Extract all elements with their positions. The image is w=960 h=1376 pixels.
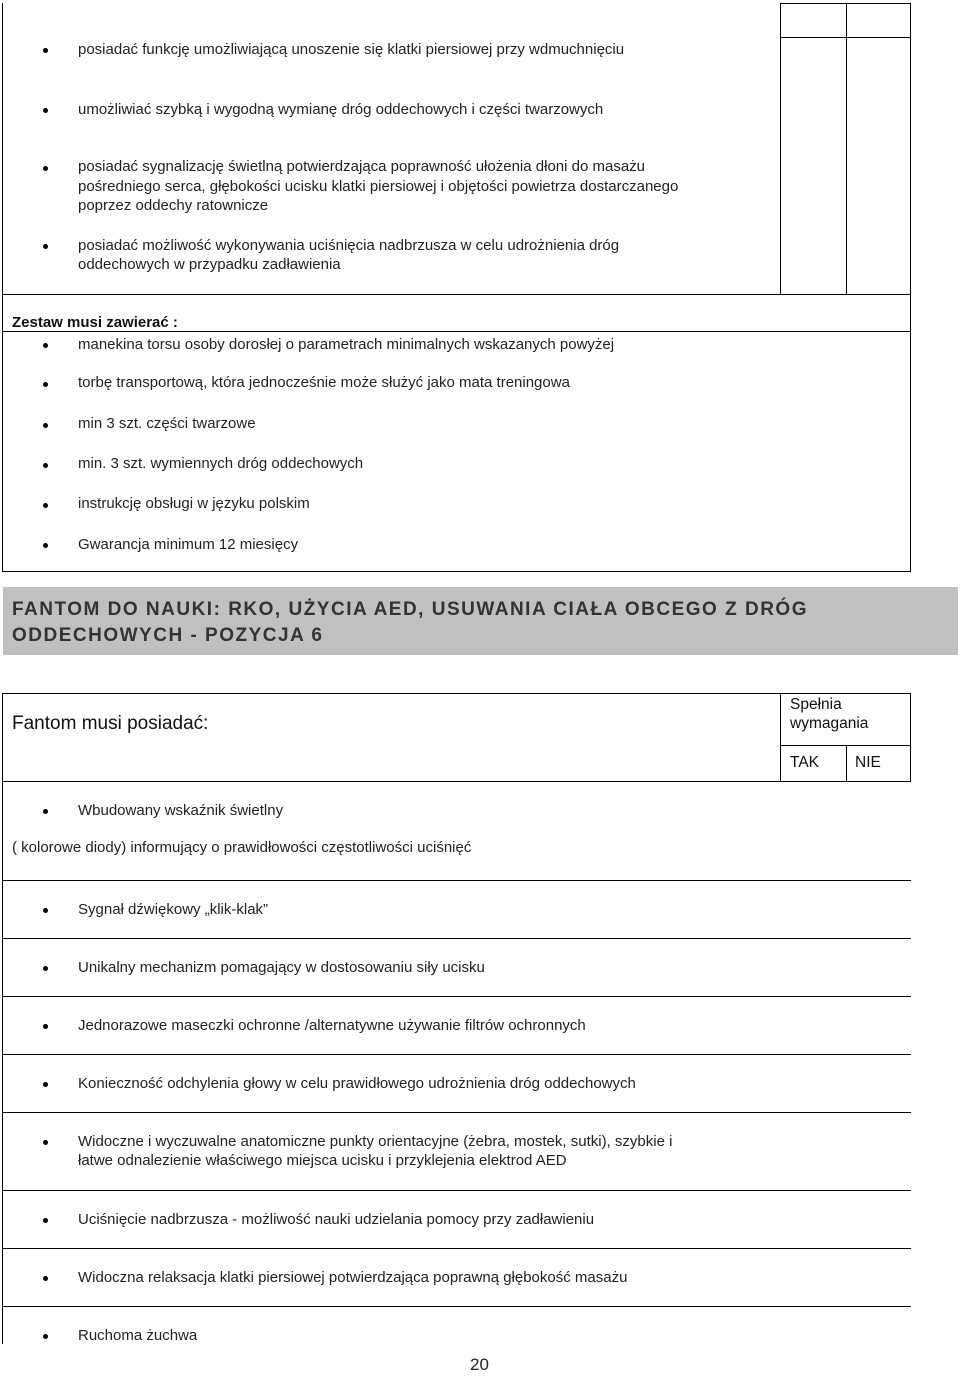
requirement-item: umożliwiać szybką i wygodną wymianę dróg oddechowych i części twarzowych	[78, 101, 604, 118]
requirement-item-continued: ( kolorowe diody) informujący o prawidłowości częstotliwości uciśnięć	[12, 839, 472, 856]
kit-item: instrukcję obsługi w języku polskim	[78, 495, 310, 512]
requirements-column-header: Fantom musi posiadać:	[12, 713, 209, 734]
bullet-icon	[43, 1140, 48, 1145]
kit-item: min. 3 szt. wymiennych dróg oddechowych	[78, 455, 364, 472]
requirement-item: Uciśnięcie nadbrzusza - możliwość nauki udzielania pomocy przy zadławieniu	[78, 1211, 595, 1228]
requirement-item: posiadać możliwość wykonywania uciśnięcia nadbrzusza w celu udrożnienia dróg	[78, 237, 620, 254]
requirement-item: Jednorazowe maseczki ochronne /alternatywne używanie filtrów ochronnych	[78, 1017, 586, 1034]
bullet-icon	[43, 382, 48, 387]
compliance-column-header: Spełnia	[790, 696, 842, 713]
bullet-icon	[43, 244, 48, 249]
bullet-icon	[43, 543, 48, 548]
bullet-icon	[43, 48, 48, 53]
requirement-item-line: pośredniego serca, głębokości ucisku klatki piersiowej i objętości powietrza dostarczanego	[78, 178, 679, 195]
kit-item: min 3 szt. części twarzowe	[78, 415, 256, 432]
requirement-item: Sygnał dźwiękowy „klik-klak”	[78, 901, 269, 918]
kit-item: manekina torsu osoby dorosłej o parametrach minimalnych wskazanych powyżej	[78, 336, 615, 353]
bullet-icon	[43, 343, 48, 348]
bullet-icon	[43, 809, 48, 814]
bullet-icon	[43, 1334, 48, 1339]
requirement-item: Widoczna relaksacja klatki piersiowej potwierdzająca poprawną głębokość masażu	[78, 1269, 628, 1286]
kit-item: Gwarancja minimum 12 miesięcy	[78, 536, 299, 553]
bullet-icon	[43, 1024, 48, 1029]
requirement-item: Konieczność odchylenia głowy w celu prawidłowego udrożnienia dróg oddechowych	[78, 1075, 636, 1092]
requirement-item-line: łatwe odnalezienie właściwego miejsca ucisku i przyklejenia elektrod AED	[78, 1152, 567, 1169]
requirement-item: posiadać funkcję umożliwiającą unoszenie się klatki piersiowej przy wdmuchnięciu	[78, 41, 625, 58]
kit-item: torbę transportową, która jednocześnie może służyć jako mata treningowa	[78, 374, 570, 391]
bullet-icon	[43, 503, 48, 508]
requirement-item: posiadać sygnalizację świetlną potwierdzająca poprawność ułożenia dłoni do masażu	[78, 158, 645, 175]
requirement-item-line: poprzez oddechy ratownicze	[78, 197, 269, 214]
bullet-icon	[43, 1082, 48, 1087]
bullet-icon	[43, 1218, 48, 1223]
section-title: FANTOM DO NAUKI: RKO, UŻYCIA AED, USUWANIA CIAŁA OBCEGO Z DRÓG ODDECHOWYCH - POZYCJA 6	[12, 599, 808, 646]
requirement-item: Widoczne i wyczuwalne anatomiczne punkty orientacyjne (żebra, mostek, sutki), szybkie i	[78, 1133, 673, 1150]
requirement-item-line: oddechowych w przypadku zadławienia	[78, 256, 341, 273]
compliance-column-header-line: wymagania	[790, 715, 869, 732]
requirement-item: Ruchoma żuchwa	[78, 1327, 198, 1344]
bullet-icon	[43, 908, 48, 913]
bullet-icon	[43, 108, 48, 113]
page-number: 20	[470, 1355, 489, 1374]
bullet-icon	[43, 1276, 48, 1281]
bullet-icon	[43, 166, 48, 171]
requirement-item: Wbudowany wskaźnik świetlny	[78, 802, 284, 819]
requirement-item: Unikalny mechanizm pomagający w dostosowaniu siły ucisku	[78, 959, 485, 976]
nie-column-header: NIE	[855, 754, 881, 771]
bullet-icon	[43, 423, 48, 428]
bullet-icon	[43, 463, 48, 468]
kit-heading: Zestaw musi zawierać :	[12, 314, 178, 331]
bullet-icon	[43, 966, 48, 971]
tak-column-header: TAK	[790, 754, 819, 771]
